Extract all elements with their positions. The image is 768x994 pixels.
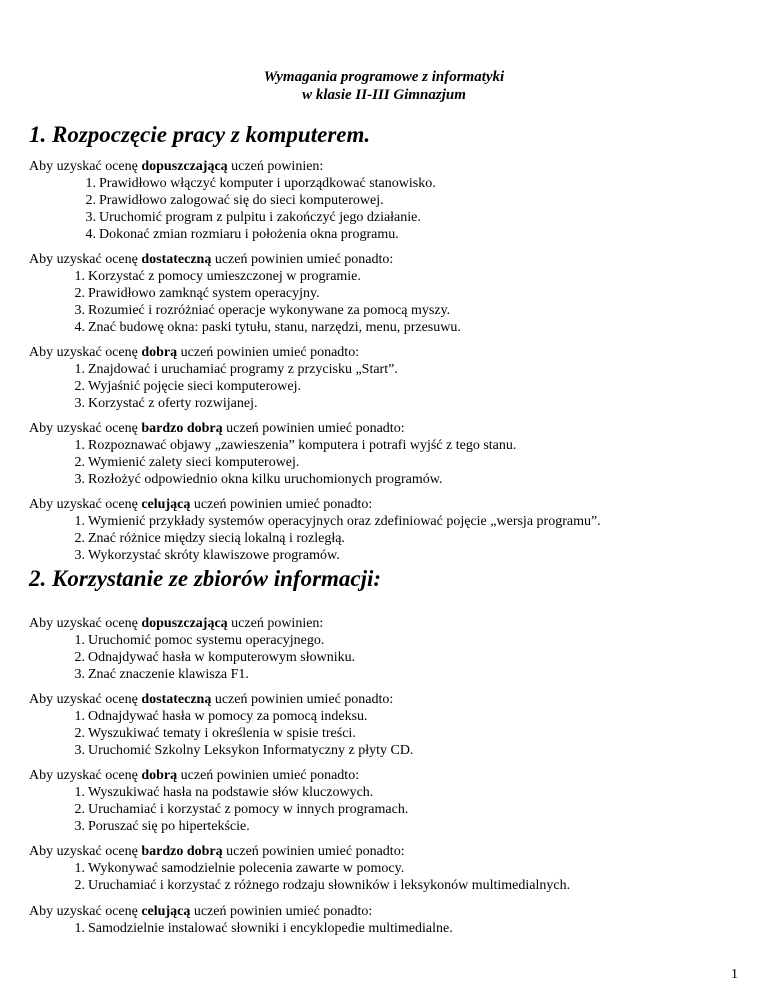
document-title [0,68,768,104]
grade-block-dostateczna [29,251,461,336]
list-item: 1. Wymienić przykłady systemów operacyjnych oraz zdefiniować pojęcie „wersja programu”. [74,514,601,529]
list-item: 1. Znajdować i uruchamiać programy z przycisku „Start”. [74,362,398,377]
section-heading-1: 1. Rozpoczęcie pracy z komputerem. [29,122,371,147]
requirement-list [29,513,601,564]
requirement-list [29,920,453,937]
list-item: 3. Poruszać się po hipertekście. [74,819,250,834]
list-item: 3. Uruchomić Szkolny Leksykon Informatyczny z płyty CD. [74,743,414,758]
list-item: 4. Znać budowę okna: paski tytułu, stanu, narzędzi, menu, przesuwu. [74,320,461,335]
grade-intro: Aby uzyskać ocenę dopuszczającą uczeń powinien: [29,159,324,174]
grade-block-dostateczna [29,691,413,759]
title-line-2: w klasie II-III Gimnazjum [302,87,466,103]
list-item: 4. Dokonać zmian rozmiaru i położenia okna programu. [85,227,399,242]
list-item: 3. Znać znaczenie klawisza F1. [74,667,249,682]
grade-intro: Aby uzyskać ocenę dobrą uczeń powinien umieć ponadto: [29,768,360,783]
list-item: 1. Prawidłowo włączyć komputer i uporządkować stanowisko. [85,176,436,191]
grade-name: dopuszczającą [141,616,228,631]
grade-block-bardzo-dobra [29,420,516,488]
requirement-list [29,708,413,759]
grade-name: dostateczną [141,692,212,707]
list-item: 3. Korzystać z oferty rozwijanej. [74,396,258,411]
list-item: 3. Wykorzystać skróty klawiszowe programów. [74,548,340,563]
list-item: 1. Uruchomić pomoc systemu operacyjnego. [74,633,325,648]
list-item: 1. Odnajdywać hasła w pomocy za pomocą indeksu. [74,709,368,724]
grade-name: bardzo dobrą [141,844,223,859]
list-item: 2. Uruchamiać i korzystać z pomocy w innych programach. [74,802,409,817]
title-line-1: Wymagania programowe z informatyki [263,69,505,85]
list-item: 2. Prawidłowo zalogować się do sieci komputerowej. [85,193,384,208]
requirement-list [29,361,398,412]
grade-intro: Aby uzyskać ocenę dopuszczającą uczeń powinien: [29,616,324,631]
list-item: 2. Prawidłowo zamknąć system operacyjny. [74,286,320,301]
requirement-list [29,268,461,336]
list-item: 2. Odnajdywać hasła w komputerowym słowniku. [74,650,356,665]
grade-name: bardzo dobrą [141,421,223,436]
requirement-list [29,437,516,488]
list-item: 3. Uruchomić program z pulpitu i zakończyć jego działanie. [85,210,421,225]
grade-intro: Aby uzyskać ocenę celującą uczeń powinien umieć ponadto: [29,497,373,512]
requirement-list [29,175,436,243]
requirement-list [29,632,355,683]
grade-block-celujaca [29,496,601,564]
grade-block-dopuszczajaca [29,158,436,243]
grade-intro: Aby uzyskać ocenę bardzo dobrą uczeń powinien umieć ponadto: [29,421,405,436]
grade-intro: Aby uzyskać ocenę dostateczną uczeń powinien umieć ponadto: [29,692,394,707]
grade-name: celującą [141,497,191,512]
grade-intro: Aby uzyskać ocenę dobrą uczeń powinien umieć ponadto: [29,345,360,360]
requirement-list [29,784,408,835]
grade-intro: Aby uzyskać ocenę celującą uczeń powinien umieć ponadto: [29,904,373,919]
grade-name: dostateczną [141,252,212,267]
list-item: 3. Rozumieć i rozróżniać operacje wykonywane za pomocą myszy. [74,303,451,318]
list-item: 2. Uruchamiać i korzystać z różnego rodzaju słowników i leksykonów multimedialnych. [74,878,571,893]
list-item: 2. Wymienić zalety sieci komputerowej. [74,455,300,470]
page-number: 1 [731,967,738,982]
list-item: 2. Znać różnice między siecią lokalną i rozległą. [74,531,345,546]
list-item: 1. Korzystać z pomocy umieszczonej w programie. [74,269,361,284]
grade-name: dopuszczającą [141,159,228,174]
grade-block-bardzo-dobra [29,843,570,894]
grade-name: celującą [141,904,191,919]
grade-block-dobra [29,767,408,835]
grade-intro: Aby uzyskać ocenę dostateczną uczeń powinien umieć ponadto: [29,252,394,267]
list-item: 1. Wykonywać samodzielnie polecenia zawarte w pomocy. [74,861,405,876]
list-item: 1. Samodzielnie instalować słowniki i encyklopedie multimedialne. [74,921,453,936]
grade-intro: Aby uzyskać ocenę bardzo dobrą uczeń powinien umieć ponadto: [29,844,405,859]
grade-name: dobrą [141,345,178,360]
grade-name: dobrą [141,768,178,783]
requirement-list [29,860,570,894]
list-item: 1. Rozpoznawać objawy „zawieszenia” komputera i potrafi wyjść z tego stanu. [74,438,517,453]
list-item: 2. Wyszukiwać tematy i określenia w spisie treści. [74,726,356,741]
grade-block-celujaca [29,903,453,937]
list-item: 3. Rozłożyć odpowiednio okna kilku uruchomionych programów. [74,472,443,487]
list-item: 1. Wyszukiwać hasła na podstawie słów kluczowych. [74,785,374,800]
section-heading-2: 2. Korzystanie ze zbiorów informacji: [29,566,382,591]
grade-block-dobra [29,344,398,412]
list-item: 2. Wyjaśnić pojęcie sieci komputerowej. [74,379,301,394]
grade-block-dopuszczajaca [29,615,355,683]
